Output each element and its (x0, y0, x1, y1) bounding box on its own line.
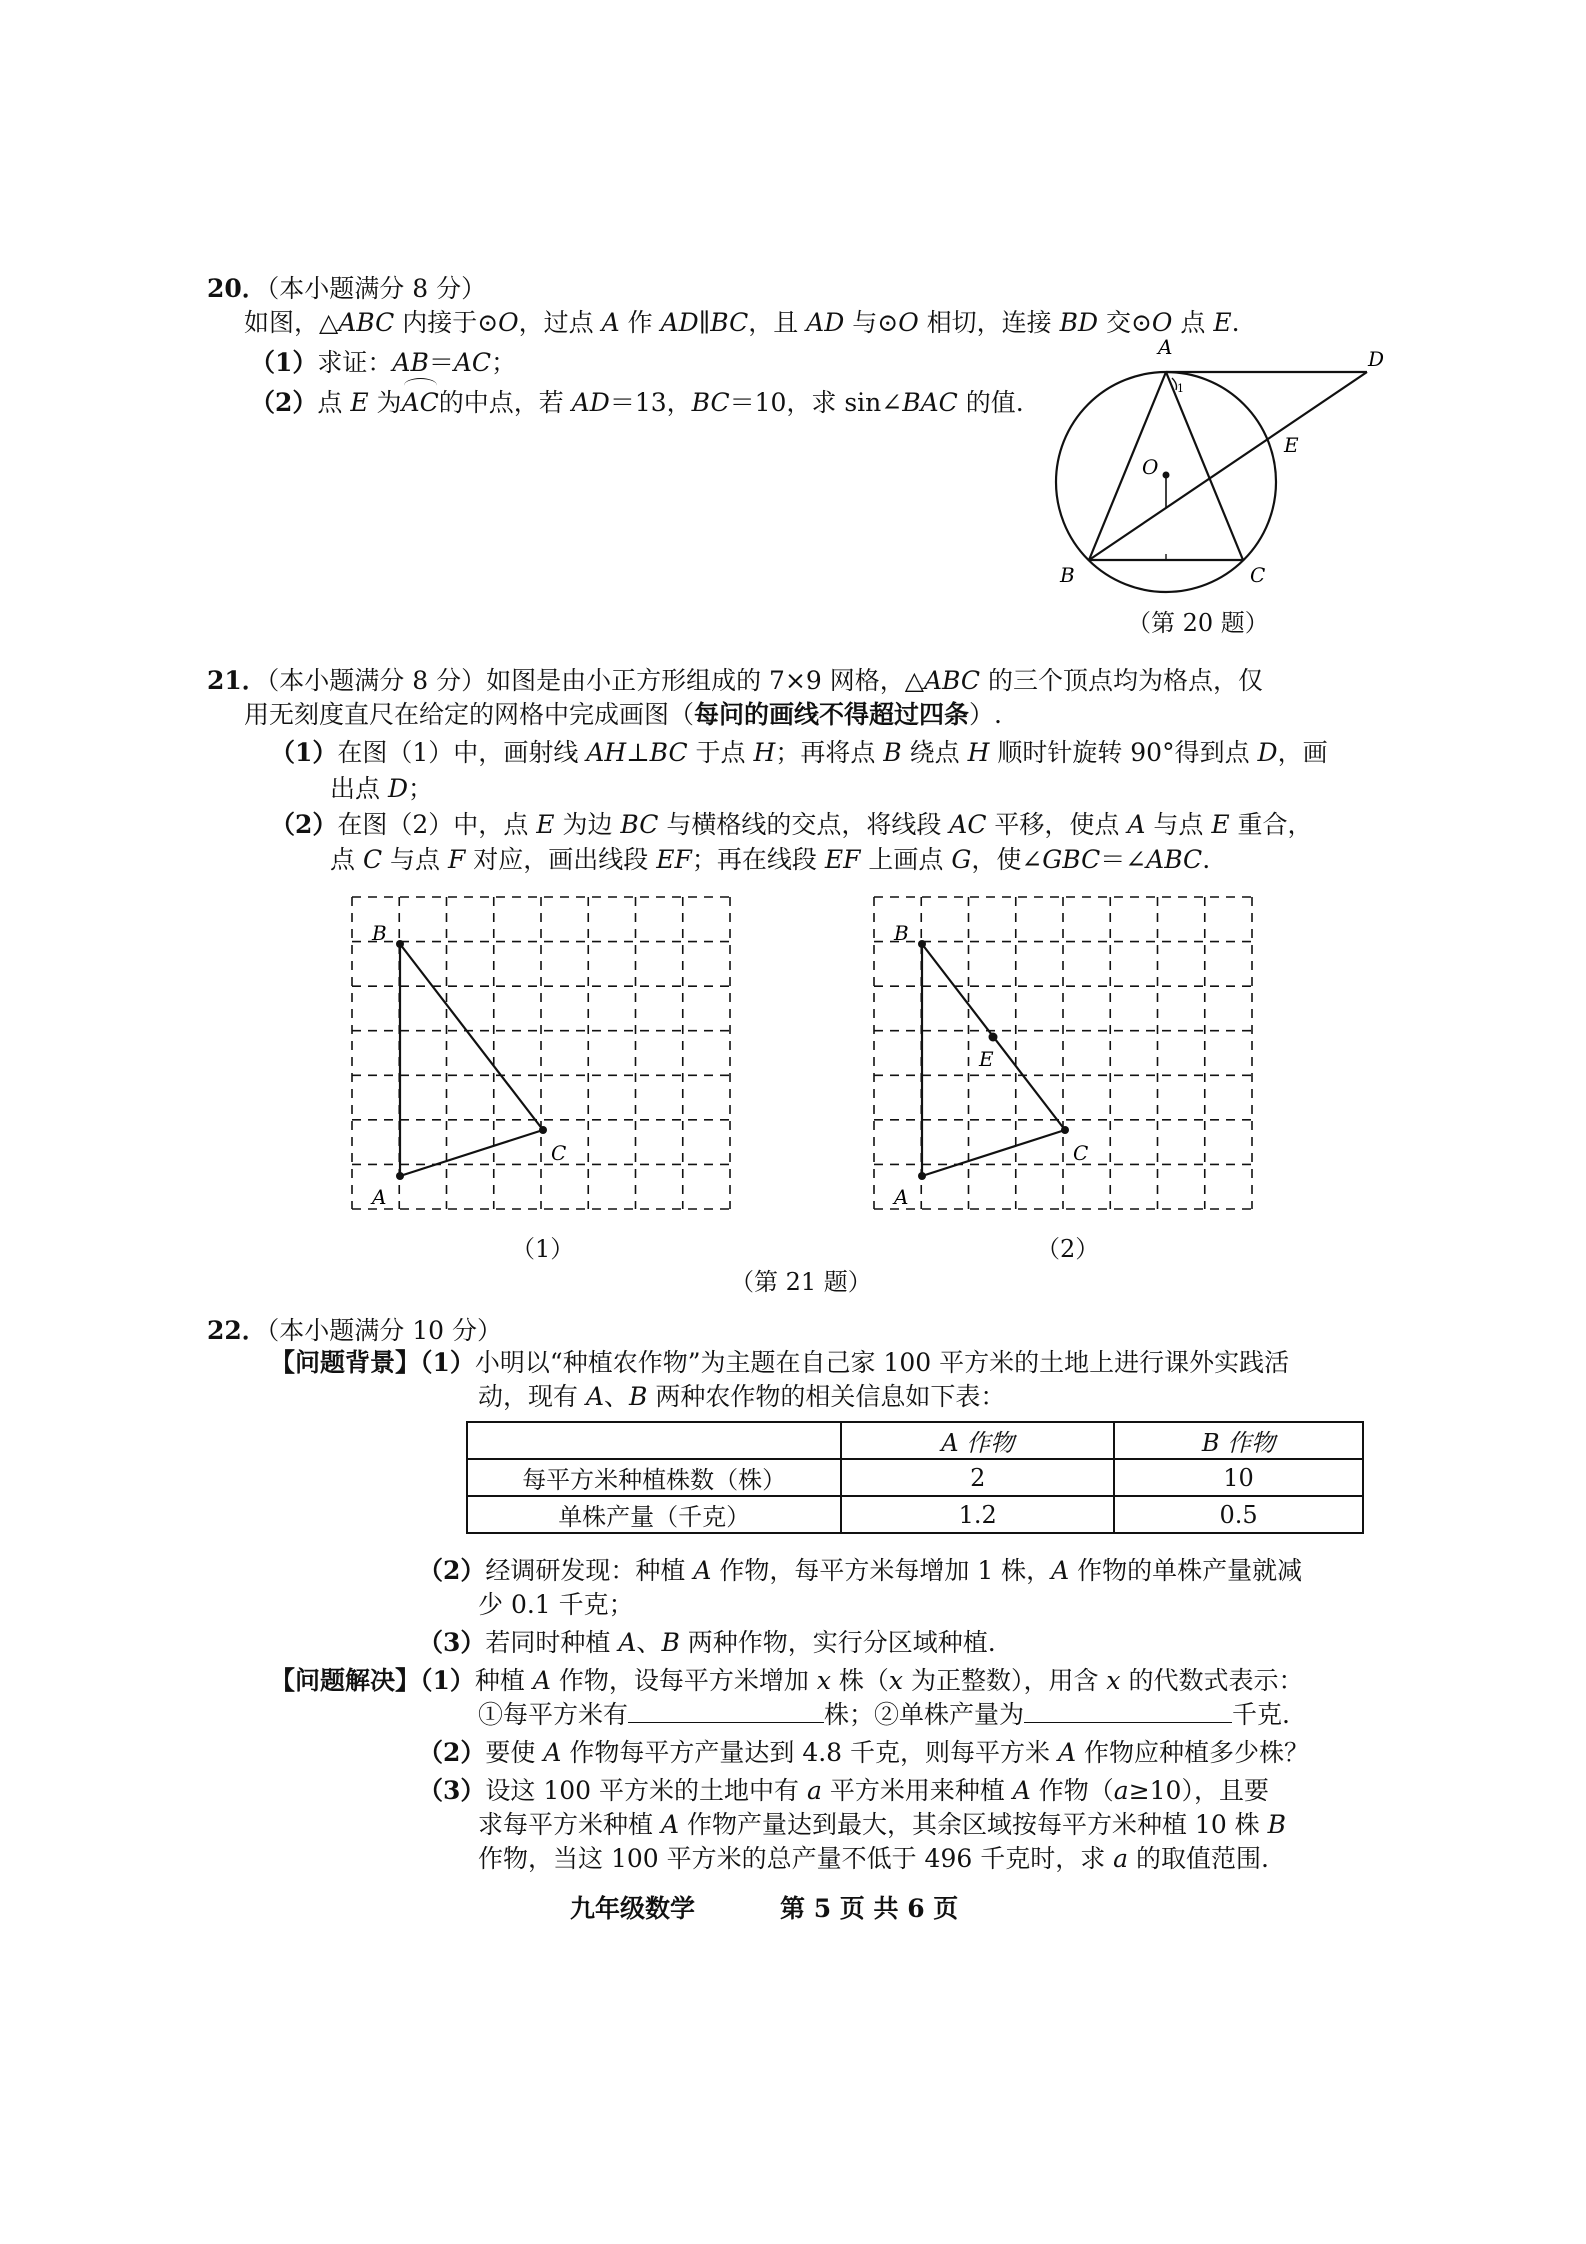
q22-var: B (629, 1382, 648, 1411)
q21-var: ABC (1146, 845, 1203, 874)
q21-var: G (951, 845, 972, 874)
q20-figure-caption: （第 20 题） (1127, 609, 1269, 637)
answer-blank-count[interactable] (628, 1698, 824, 1723)
label-c: C (1250, 563, 1266, 587)
q22-number: 22． (207, 1316, 267, 1345)
q22-text: 作物每平方产量达到 4.8 千克，则每平方米 (561, 1738, 1058, 1767)
q20-score: （本小题满分 8 分） (266, 274, 487, 303)
q21-text: 绕点 (901, 738, 968, 767)
q21-text: 重合， (1229, 810, 1313, 839)
q22-text: ≥10），且要 (1128, 1776, 1269, 1805)
q21-text: 点 (330, 845, 363, 874)
q21-text: 顺时针旋转 90°得到点 (989, 738, 1258, 767)
q21-text: ）. (969, 700, 1002, 729)
table-cell: 每平方米种植株数（株） (467, 1459, 841, 1496)
q21-var: B (883, 738, 902, 767)
q20-part2-var: E (350, 388, 369, 417)
q20-part2-text: 点 (317, 388, 351, 417)
q21-part1-line2 (330, 772, 433, 806)
q21-part2-line1 (270, 808, 1313, 842)
q22-text: 的代数式表示： (1120, 1666, 1304, 1695)
q21-text: 用无刻度直尺在给定的网格中完成画图（ (244, 700, 695, 729)
q20-stem-text: . (1231, 308, 1240, 337)
q21-var: GBC (1042, 845, 1101, 874)
q22-var: A (585, 1382, 605, 1411)
table-cell: 10 (1114, 1459, 1363, 1496)
label-b: B (894, 921, 909, 945)
q22-background-line1 (270, 1346, 1289, 1380)
q21-text: （本小题满分 8 分）如图是由小正方形组成的 7×9 网格，△ (266, 666, 924, 695)
point-b (918, 940, 926, 948)
table-cell: 单株产量（千克） (467, 1496, 841, 1533)
label-d: D (1368, 347, 1385, 371)
q21-grid-figure-1 (330, 880, 750, 1220)
point-c (539, 1126, 547, 1134)
q22-text: 的取值范围. (1128, 1844, 1269, 1873)
q20-part2-var: BAC (902, 388, 958, 417)
q20-stem-text: ，且 (748, 308, 807, 337)
q20-part2-text: 的值. (957, 388, 1024, 417)
q20-stem-var: E (1213, 308, 1232, 337)
q22-s3-line3 (478, 1842, 1269, 1876)
q22-text: 株；②单株产量为 (824, 1700, 1025, 1729)
q22-text: 两种农作物的相关信息如下表： (647, 1382, 1006, 1411)
q21-var: BC (620, 810, 659, 839)
q20-stem-var: ABC (338, 308, 395, 337)
label-c: C (551, 1141, 567, 1165)
q20-part2-text: 的中点，若 (438, 388, 572, 417)
q21-number: 21． (207, 666, 267, 695)
q22-text: 种植 (474, 1666, 533, 1695)
q20-stem-var: O (498, 308, 519, 337)
q20-stem-var: O (1151, 308, 1173, 337)
q21-bold-requirement: 每问的画线不得超过四条 (694, 700, 970, 729)
q22-text: 设这 100 平方米的土地中有 (485, 1776, 807, 1805)
label-o: O (1142, 455, 1159, 479)
q21-part1-number: （1） (270, 738, 338, 767)
q20-stem-text: 作 (619, 308, 661, 337)
label-c: C (1073, 1141, 1089, 1165)
q22-var: A (693, 1556, 712, 1585)
q20-header (207, 272, 486, 306)
q22-text: 作物应种植多少株？ (1076, 1738, 1309, 1767)
q20-stem-var: O (898, 308, 919, 337)
segment-ac (922, 1130, 1065, 1176)
label-b: B (1060, 563, 1075, 587)
q22-var: x (1106, 1666, 1121, 1695)
q21-part2-line2 (330, 843, 1210, 877)
q21-text: 与点 (1145, 810, 1212, 839)
q21-text: 在图（2）中，点 (337, 810, 537, 839)
q21-text: 出点 (330, 774, 388, 803)
q22-text: 为正整数），用含 (903, 1666, 1107, 1695)
q20-stem-text: 交⊙ (1098, 308, 1152, 337)
q22-s3-line1 (418, 1774, 1269, 1808)
q20-stem-var: A (601, 308, 620, 337)
q22-bg1-number: （1） (420, 1348, 475, 1377)
q20-part1-var: AC (453, 348, 492, 377)
q20-stem-var: AD (806, 308, 845, 337)
q20-stem-text: 相切，连接 (918, 308, 1060, 337)
q20-stem-text: ，过点 (518, 308, 602, 337)
q20-part2-var: BC (691, 388, 730, 417)
q21-var: H (967, 738, 990, 767)
q21-figure1-label: （1） (511, 1235, 575, 1263)
q22-text: 要使 (485, 1738, 544, 1767)
q20-part1-text: ＝ (428, 348, 454, 377)
q20-part2-var: AD (571, 388, 610, 417)
q21-var: AC (949, 810, 987, 839)
q21-text: 平移，使点 (986, 810, 1128, 839)
q22-text: 经调研发现：种植 (485, 1556, 694, 1585)
q21-var: F (448, 845, 466, 874)
table-row (467, 1459, 1363, 1496)
q21-text: . (1202, 845, 1211, 874)
q22-text: 株（ (830, 1666, 889, 1695)
label-b: B (372, 921, 387, 945)
q20-part1-text: 求证： (317, 348, 393, 377)
q20-part1-number: （1） (250, 348, 318, 377)
segment-ac (1166, 372, 1243, 560)
q20-figure (1040, 335, 1390, 595)
point-c (1061, 1126, 1069, 1134)
q22-var: a (1113, 1844, 1129, 1873)
q22-crop-table (466, 1421, 1364, 1534)
q21-var: E (536, 810, 555, 839)
q21-text: 与点 (382, 845, 448, 874)
table-row (467, 1496, 1363, 1533)
q20-part2-number: （2） (250, 388, 318, 417)
q21-text: ⊥ (626, 738, 650, 767)
table-header-cell: B 作物 (1114, 1422, 1363, 1459)
q21-var: D (387, 774, 408, 803)
segment-ac (400, 1130, 543, 1176)
point-a (396, 1172, 404, 1180)
q22-solution-tag: 【问题解决】 (270, 1666, 421, 1695)
q22-var: a (806, 1776, 822, 1805)
table-cell: 2 (841, 1459, 1114, 1496)
q22-s1-number: （1） (420, 1666, 475, 1695)
q21-text: ，使∠ (971, 845, 1043, 874)
table-header-cell: A 作物 (841, 1422, 1114, 1459)
q22-var: B (661, 1628, 680, 1657)
q22-var: A (543, 1738, 562, 1767)
q22-text: ①每平方米有 (478, 1700, 629, 1729)
q21-part1-line1 (270, 736, 1328, 770)
label-a: A (372, 1185, 387, 1209)
q21-text: ； (408, 774, 434, 803)
q21-text: 在图（1）中，画射线 (337, 738, 587, 767)
q21-figure2-label: （2） (1036, 1235, 1100, 1263)
q22-text: 小明以“种植农作物”为主题在自己家 100 平方米的土地上进行课外实践活 (474, 1348, 1290, 1377)
q22-var: x (816, 1666, 831, 1695)
q22-var: A (532, 1666, 551, 1695)
q22-score: （本小题满分 10 分） (266, 1316, 503, 1345)
table-header-cell (467, 1422, 841, 1459)
q22-var: a (1113, 1776, 1129, 1805)
q22-solution-line2 (478, 1698, 1290, 1732)
answer-blank-yield[interactable] (1024, 1698, 1232, 1723)
q22-bg2-number: （2） (418, 1556, 486, 1585)
point-a (918, 1172, 926, 1180)
point-e (989, 1033, 998, 1042)
q20-stem-var: AD∥BC (660, 308, 749, 337)
q21-text: 于点 (687, 738, 754, 767)
q22-var: A (660, 1810, 680, 1839)
q21-grid-figure-2 (855, 880, 1275, 1220)
q22-text: 作物，当这 100 平方米的总产量不低于 496 千克时，求 (478, 1844, 1114, 1873)
table-cell: 0.5 (1114, 1496, 1363, 1533)
q22-text: 平方米用来种植 (821, 1776, 1013, 1805)
footer-subject: 九年级数学 (570, 1894, 696, 1923)
q22-text: 作物的单株产量就减 (1069, 1556, 1303, 1585)
q22-text: 作物产量达到最大，其余区域按每平方米种植 10 株 (679, 1810, 1268, 1839)
q22-text: 动，现有 (478, 1382, 586, 1411)
q20-stem-text: 内接于⊙ (394, 308, 499, 337)
q22-var: A (1057, 1738, 1077, 1767)
q22-background-tag: 【问题背景】 (270, 1348, 421, 1377)
q21-text: 上画点 (860, 845, 952, 874)
q21-text: 为边 (554, 810, 621, 839)
q22-var: A (1051, 1556, 1070, 1585)
segment-bd (1089, 372, 1367, 560)
point-b (396, 940, 404, 948)
q22-s2-number: （2） (418, 1738, 486, 1767)
footer-page-number: 第 5 页 共 6 页 (780, 1894, 959, 1923)
q21-part2-number: （2） (270, 810, 338, 839)
q20-part1 (250, 346, 516, 380)
q21-text: ；再将点 (775, 738, 884, 767)
q22-background-line2 (478, 1380, 1005, 1414)
label-e: E (1284, 433, 1299, 457)
label-e: E (979, 1047, 994, 1071)
q22-s3-number: （3） (418, 1776, 486, 1805)
q22-s2 (418, 1736, 1309, 1770)
q21-var: BC (649, 738, 688, 767)
q20-stem-text: 点 (1172, 308, 1214, 337)
center-o-dot (1163, 472, 1170, 479)
label-a: A (894, 1185, 909, 1209)
q22-text: 千克. (1232, 1700, 1290, 1729)
q21-var: E (1211, 810, 1230, 839)
q22-solution-line1 (270, 1664, 1303, 1698)
q20-part2-text: 为 (368, 388, 402, 417)
q21-text: 与横格线的交点，将线段 (658, 810, 950, 839)
q20-stem-var: BD (1059, 308, 1099, 337)
q22-var: x (888, 1666, 904, 1695)
q22-var: A (1012, 1776, 1031, 1805)
q21-text: 对应，画出线段 (465, 845, 657, 874)
q20-part2 (250, 386, 1024, 420)
table-header-row (467, 1422, 1363, 1459)
q21-var: AH (586, 738, 627, 767)
q20-stem-text: 与⊙ (844, 308, 899, 337)
q22-s3-line2 (478, 1808, 1286, 1842)
q22-text: 两种作物，实行分区域种植. (679, 1628, 996, 1657)
q22-text: 求每平方米种植 (478, 1810, 661, 1839)
q20-part2-text: ＝13， (609, 388, 692, 417)
q22-text: 作物（ (1030, 1776, 1114, 1805)
q22-bg3-number: （3） (418, 1628, 486, 1657)
q21-var: A (1127, 810, 1146, 839)
segment-bc (400, 944, 543, 1130)
q22-header (207, 1314, 502, 1348)
q22-var: A (618, 1628, 637, 1657)
q21-text: ；再在线段 (691, 845, 825, 874)
q21-line2 (244, 698, 1002, 732)
q22-bg2-line1 (418, 1554, 1302, 1588)
q22-text: 若同时种植 (485, 1628, 619, 1657)
q22-text: 作物，每平方米每增加 1 株， (711, 1556, 1052, 1585)
q21-var: H (753, 738, 776, 767)
label-a: A (1158, 335, 1173, 359)
q21-text: 的三个顶点均为格点，仅 (980, 666, 1263, 695)
q21-line1 (207, 664, 1263, 698)
q21-var: D (1257, 738, 1278, 767)
q20-part1-var: AB (392, 348, 429, 377)
q21-var: EF (824, 845, 861, 874)
q22-bg3 (418, 1626, 996, 1660)
q20-number: 20． (207, 274, 267, 303)
q21-var: EF (656, 845, 692, 874)
q21-var: C (362, 845, 383, 874)
q21-text: ，画 (1277, 738, 1328, 767)
q20-stem-text: 如图，△ (244, 308, 339, 337)
label-angle-1: 1 (1177, 382, 1184, 395)
q20-arc-ac: AC (402, 386, 439, 420)
q21-text: ＝∠ (1100, 845, 1147, 874)
q22-var: B (1267, 1810, 1286, 1839)
q21-figure-caption: （第 21 题） (730, 1268, 872, 1296)
q22-text: 、 (636, 1628, 662, 1657)
q21-var: ABC (923, 666, 981, 695)
q22-bg2-line2: 少 0.1 千克； (478, 1590, 634, 1619)
q22-text: 、 (604, 1382, 630, 1411)
q22-text: 作物，设每平方米增加 (550, 1666, 817, 1695)
q20-part1-text: ； (491, 348, 517, 377)
table-cell: 1.2 (841, 1496, 1114, 1533)
q20-part2-text: ＝10，求 sin∠ (729, 388, 903, 417)
